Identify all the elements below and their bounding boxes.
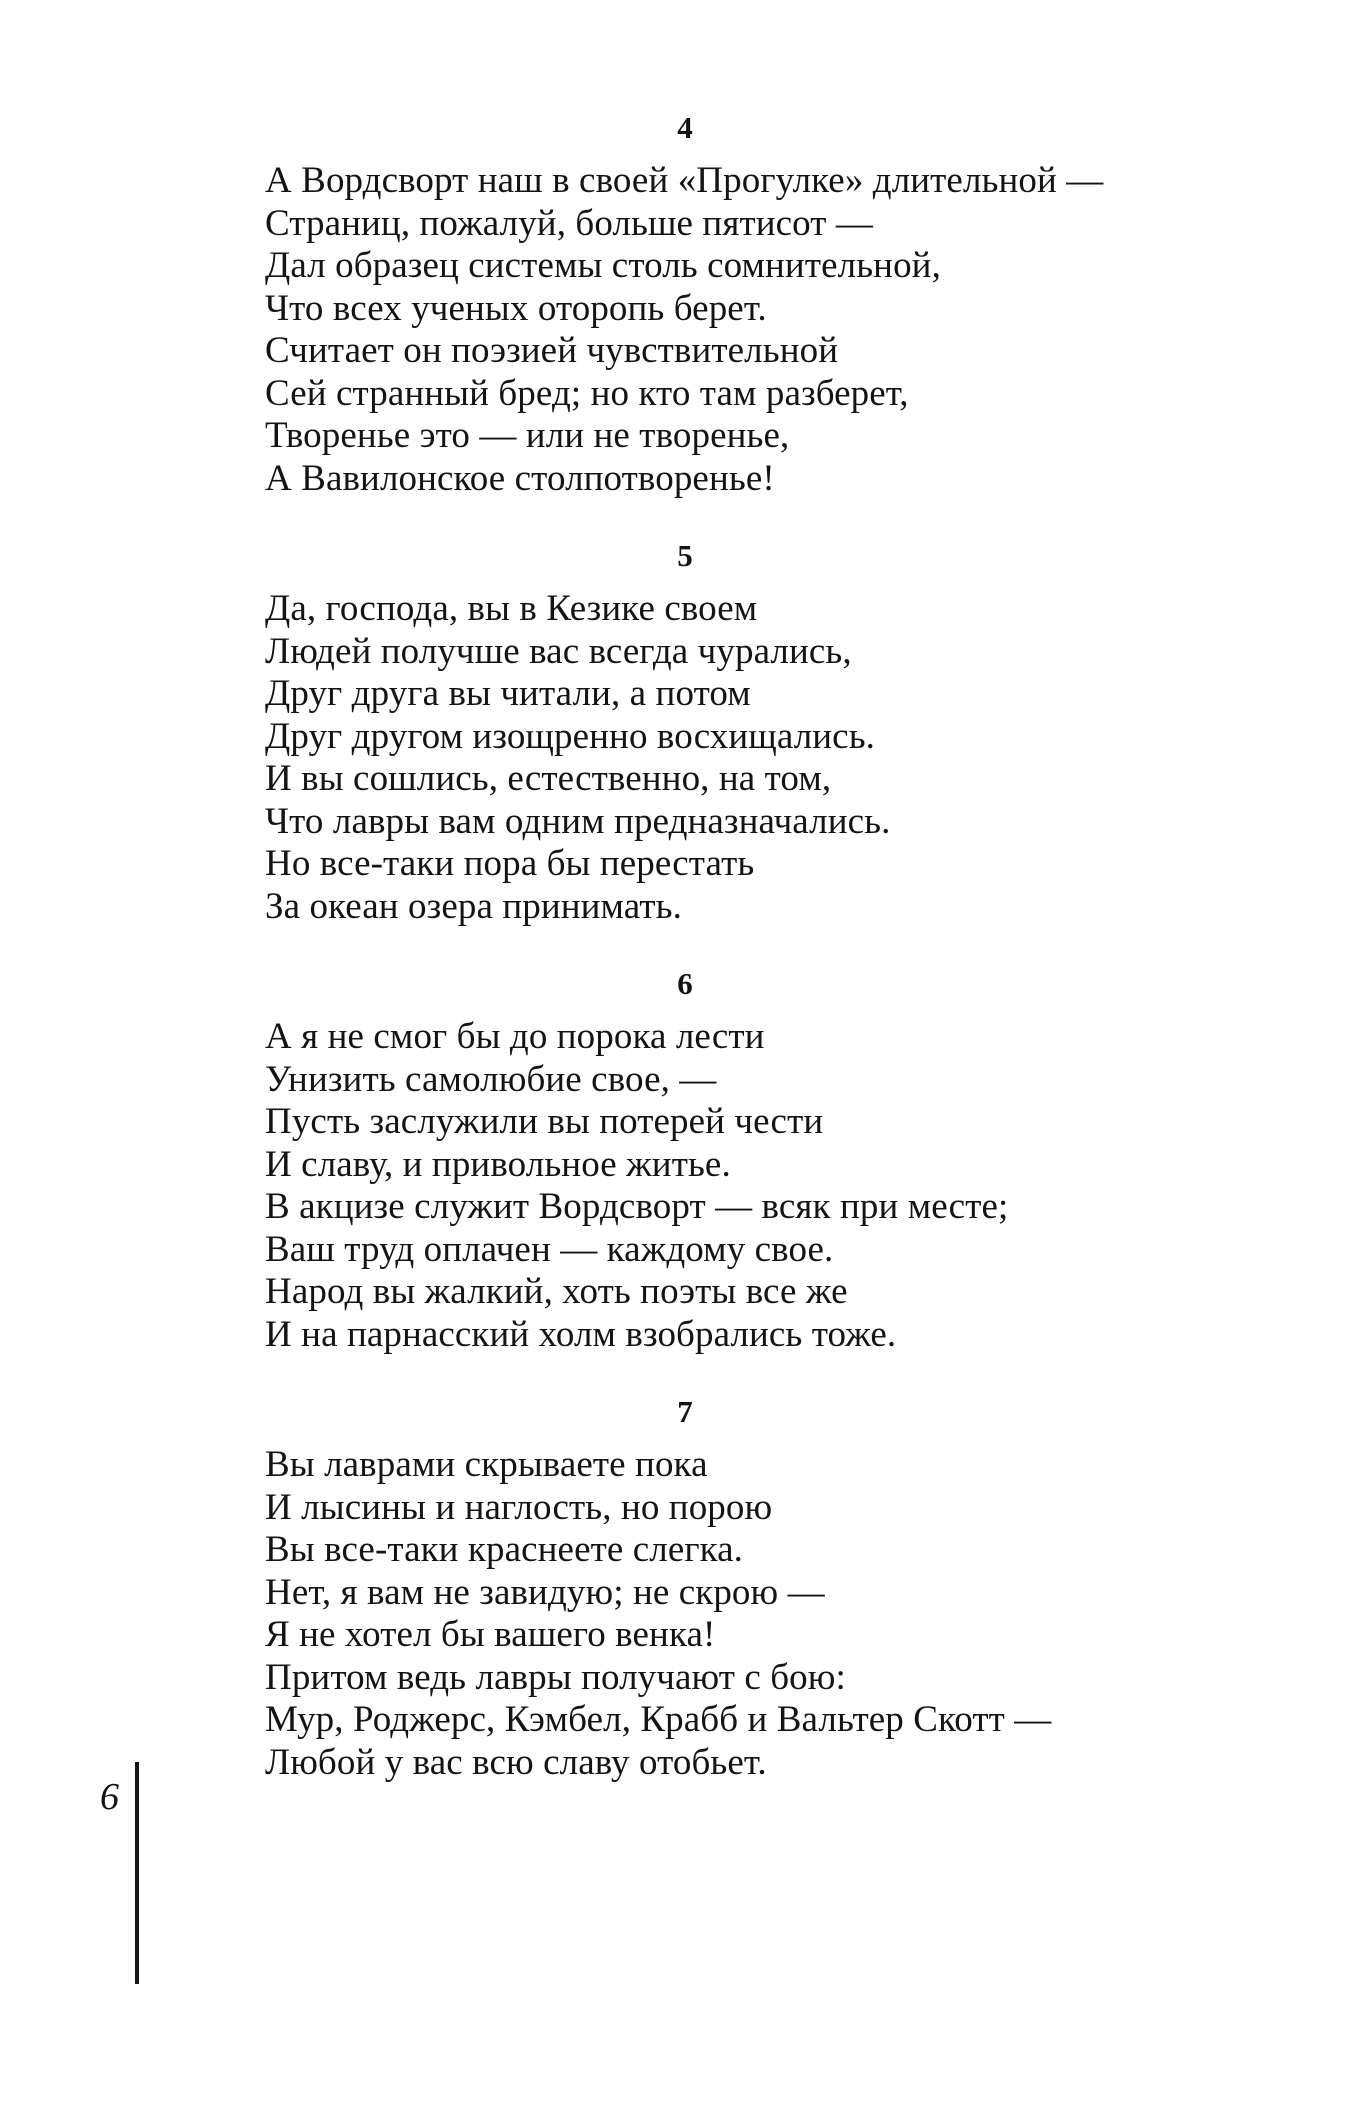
verse-line: А Вордсворт наш в своей «Прогулке» длительной — — [265, 160, 1104, 201]
verse-line: Народ вы жалкий, хоть поэты все же — [265, 1271, 848, 1312]
stanza-lines — [265, 1016, 1008, 1356]
verse-line: Вы лаврами скрываете пока — [265, 1444, 708, 1485]
verse-line: Любой у вас всю славу отобьет. — [265, 1741, 767, 1783]
verse-line: Да, господа, вы в Кезике своем — [265, 588, 758, 629]
verse-line: Но все-таки пора бы перестать — [265, 843, 755, 884]
verse-line: Унизить самолюбие свое, — — [265, 1058, 717, 1100]
verse-line: В акцизе служит Вордсворт — всяк при месте; — [265, 1186, 1009, 1227]
verse-line: Ваш труд оплачен — каждому свое. — [265, 1228, 834, 1270]
verse-line: Вы все-таки краснеете слегка. — [265, 1529, 744, 1570]
stanza-number: 4 — [677, 110, 693, 145]
verse-line: И славу, и привольное житье. — [265, 1143, 731, 1185]
verse-line: Страниц, пожалуй, больше пятисот — — [265, 202, 873, 244]
stanza-lines — [265, 1444, 1051, 1784]
verse-line: Пусть заслужили вы потерей чести — [265, 1101, 824, 1142]
margin-rule — [135, 1762, 139, 1984]
verse-line: А я не смог бы до порока лести — [265, 1016, 765, 1057]
verse-line: Мур, Роджерс, Кэмбел, Крабб и Вальтер Скотт — — [265, 1699, 1052, 1740]
verse-line: И вы сошлись, естественно, на том, — [265, 758, 832, 799]
verse-line: Считает он поэзией чувствительной — [265, 330, 839, 371]
verse-line: Что всех ученых оторопь берет. — [265, 287, 767, 329]
stanza-number: 5 — [677, 538, 693, 573]
stanza-number: 7 — [677, 1394, 693, 1429]
stanza-lines — [265, 588, 890, 928]
verse-line: Я не хотел бы вашего венка! — [265, 1614, 716, 1655]
page-number: 6 — [100, 1776, 119, 1818]
verse-line: Что лавры вам одним предназначались. — [265, 800, 891, 842]
verse-line: И лысины и наглость, но порою — [265, 1486, 773, 1528]
verse-line: Дал образец системы столь сомнительной, — [265, 245, 941, 286]
stanza-number: 6 — [677, 966, 693, 1001]
verse-line: Людей получше вас всегда чурались, — [265, 630, 852, 672]
verse-line: Друг другом изощренно восхищались. — [265, 715, 876, 757]
verse-line: А Вавилонское столпотворенье! — [265, 457, 775, 499]
verse-line: Друг друга вы читали, а потом — [265, 673, 751, 714]
verse-line: Сей странный бред; но кто там разберет, — [265, 372, 909, 414]
verse-line: За океан озера принимать. — [265, 885, 682, 927]
stanza-lines — [265, 160, 1103, 500]
verse-line: И на парнасский холм взобрались тоже. — [265, 1313, 897, 1355]
verse-line: Нет, я вам не завидую; не скрою — — [265, 1571, 825, 1613]
verse-line: Творенье это — или не творенье, — [265, 415, 790, 456]
verse-line: Притом ведь лавры получают с бою: — [265, 1656, 846, 1698]
